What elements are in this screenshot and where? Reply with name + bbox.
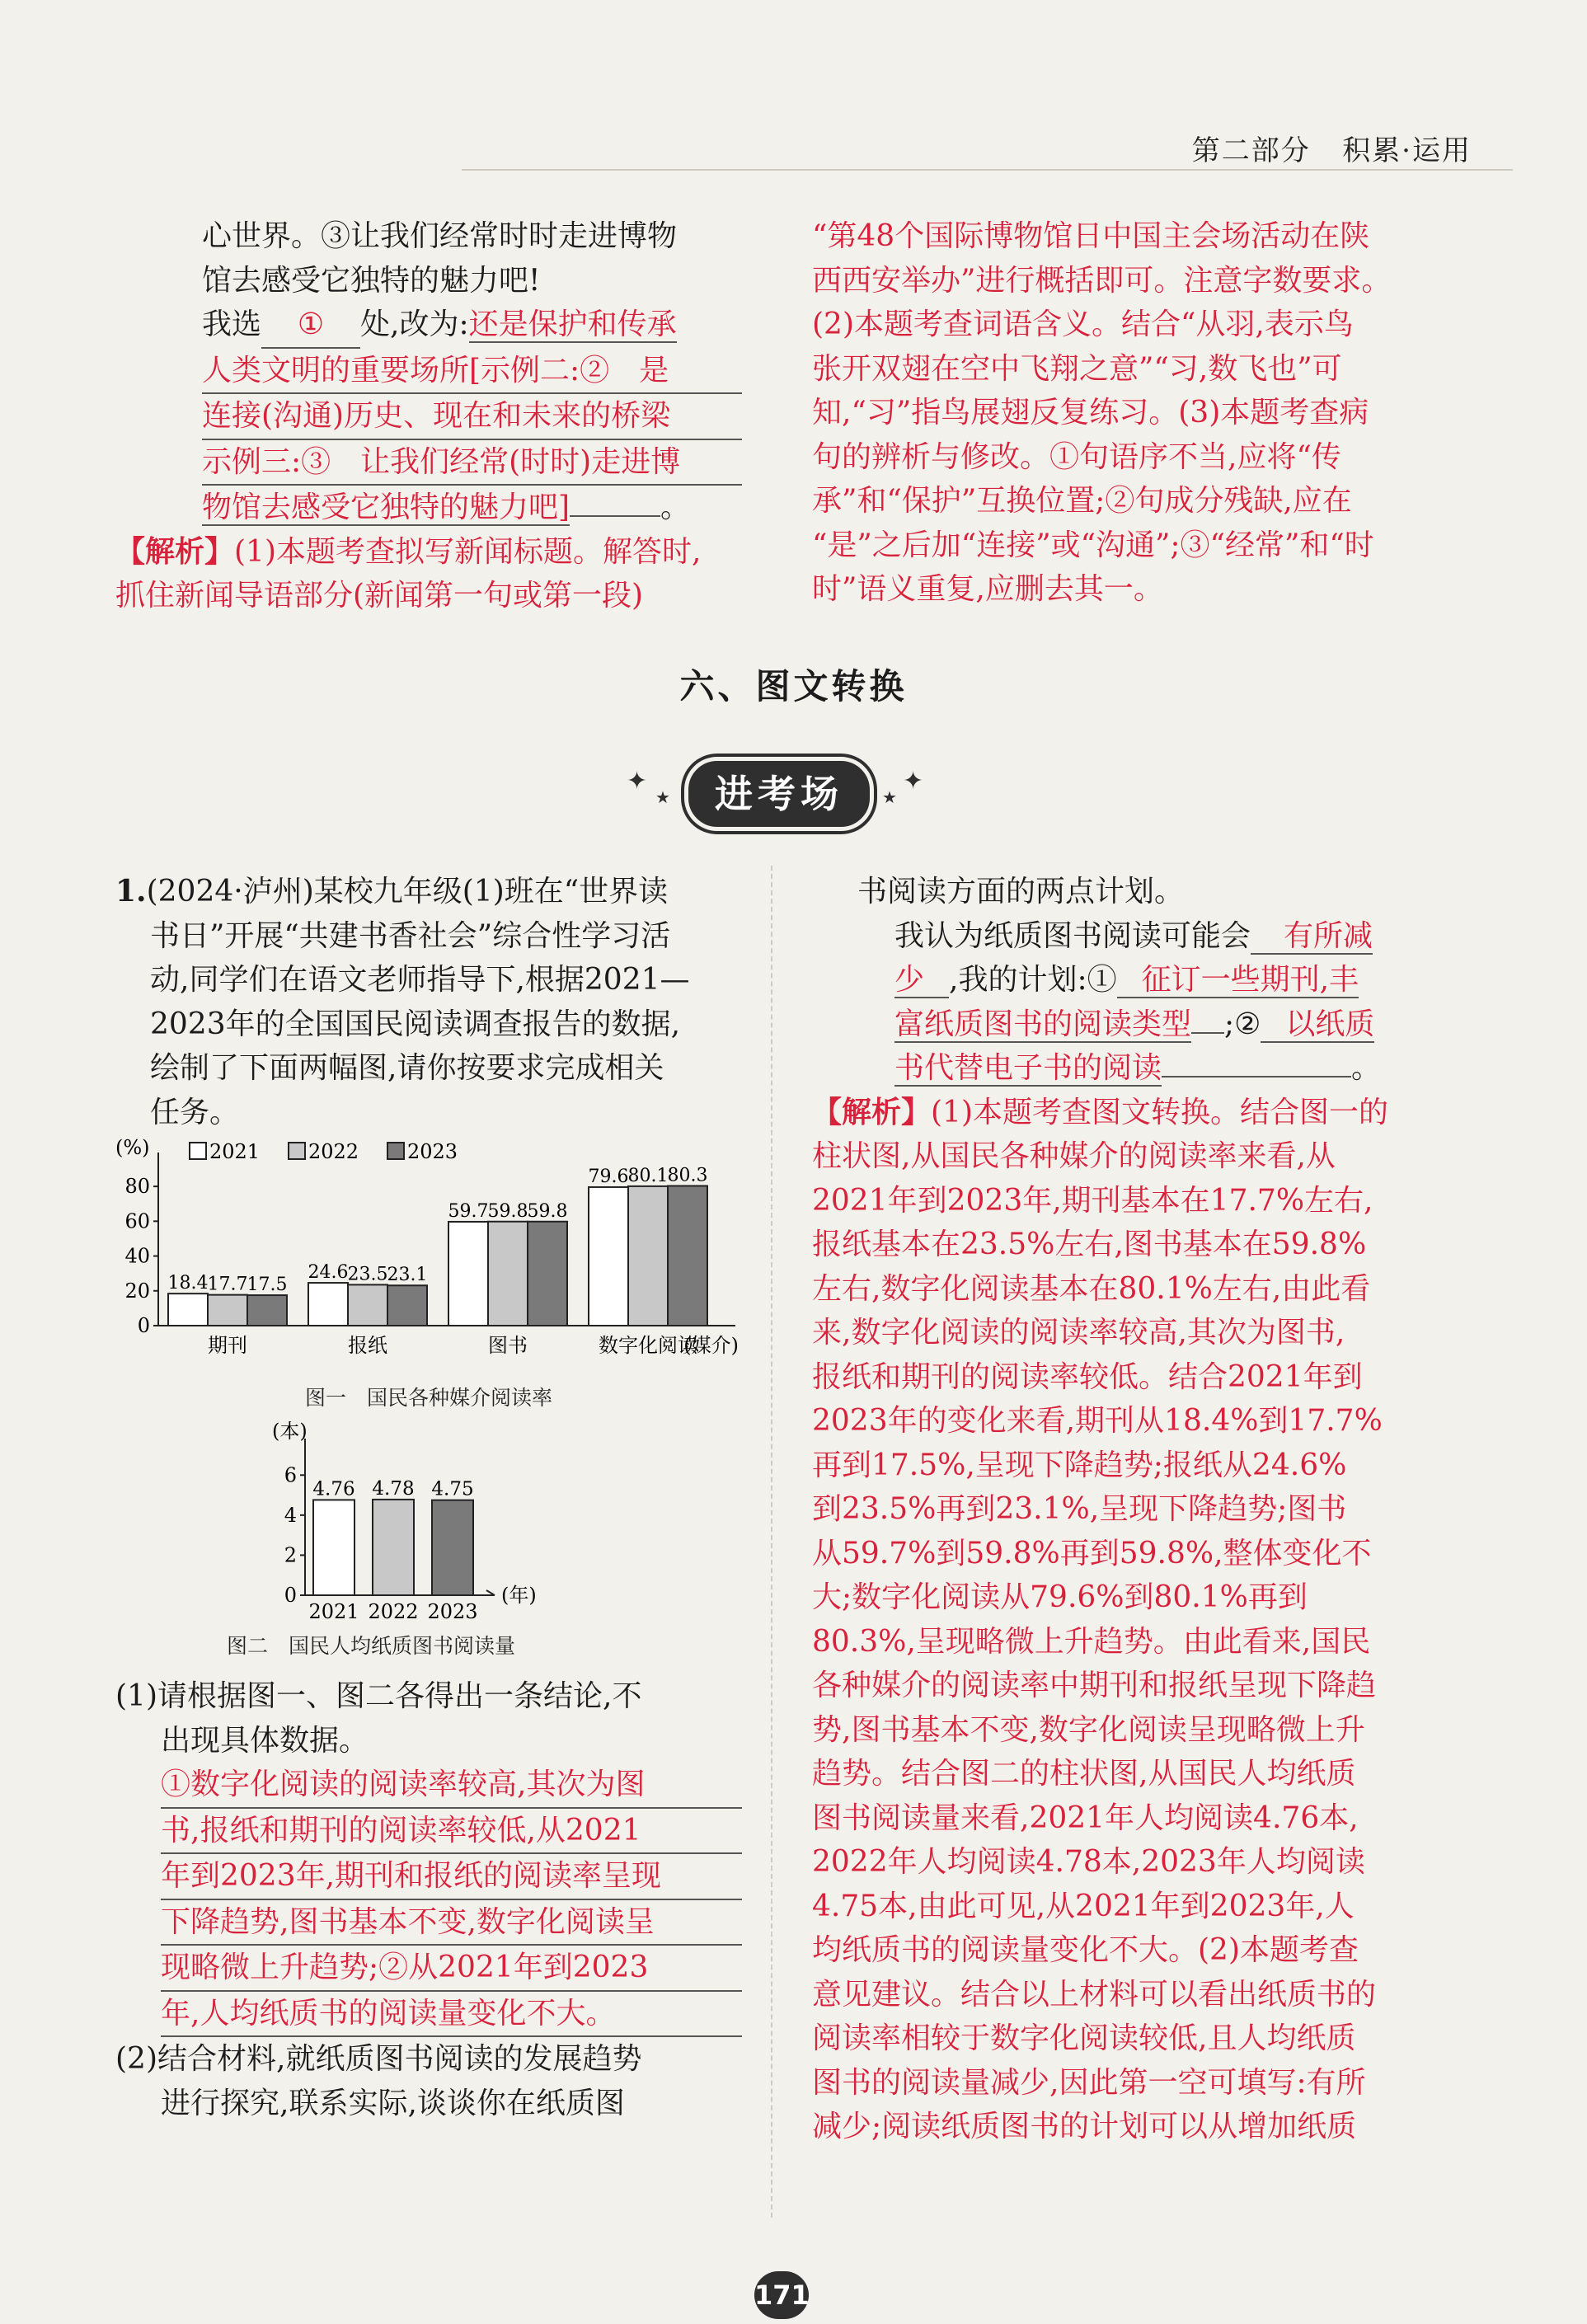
star-icon: ★ [882,787,897,807]
reading-rate-chart [115,1136,775,1383]
choose-value: ① [261,303,360,349]
analysis-line: 左右,数字化阅读基本在80.1%左右,由此看 [812,1271,1371,1306]
star-icon: ✦ [903,767,924,796]
category-label: 图书 [488,1334,528,1357]
plan-answer: 富纸质图书的阅读类型 [894,1007,1192,1041]
analysis-block [812,1134,1439,2149]
answer-line: 人类文明的重要场所[示例二:② 是 [202,349,742,395]
answer-line: 示例三:③ 让我们经常(时时)走进博 [202,440,742,486]
y-tick-label: 40 [124,1244,150,1268]
bar [589,1187,628,1326]
bar-value-label: 59.7 [448,1200,489,1222]
legend-label: 2021 [209,1140,261,1163]
chart1-caption: 图一 国民各种媒介阅读率 [304,1386,552,1410]
bar-value-label: 4.76 [312,1478,355,1500]
chart2-caption: 图二 国民人均纸质图书阅读量 [226,1634,515,1658]
analysis-line: 知,“习”指鸟展翅反复练习。(3)本题考查病 [812,396,1369,430]
choose-prefix: 我选 [202,308,262,341]
bar [528,1222,567,1326]
page-number: 171 [754,2271,809,2319]
analysis-line: 承”和“保护”互换位置;②句成分残缺,应在 [812,484,1352,518]
answer-text: 还是保护和传承 [468,308,677,341]
text-line: 心世界。③让我们经常时时走进博物 [202,219,678,253]
analysis-line: (2)本题考查词语含义。结合“从羽,表示鸟 [812,308,1354,341]
analysis-line: 到23.5%再到23.1%,呈现下降趋势;图书 [812,1492,1347,1526]
analysis-line: 大;数字化阅读从79.6%到80.1%再到 [812,1580,1308,1614]
bar-value-label: 4.78 [372,1477,415,1500]
answer-line-last: 物馆去感受它独特的魅力吧] 。 [202,491,691,524]
answer-line: 书,报纸和期刊的阅读率较低,从2021 [161,1809,742,1855]
question-column [115,870,742,2125]
bar [348,1284,387,1326]
fill-line: 富纸质图书的阅读类型 ;② 以纸质 [894,1007,1375,1041]
category-label: 报纸 [348,1334,387,1357]
bar-value-label: 23.1 [387,1265,428,1286]
analysis-line: 从59.7%到59.8%再到59.8%,整体变化不 [812,1536,1372,1570]
analysis-line: 80.3%,呈现略微上升趋势。由此看来,国民 [812,1624,1371,1659]
bar-value-label: 80.3 [667,1165,708,1186]
analysis-line: 西西安举办”进行概括即可。注意字数要求。 [812,263,1392,298]
analysis-line: 势,图书基本不变,数字化阅读呈现略微上升 [812,1712,1365,1747]
bar-value-label: 24.6 [308,1262,349,1284]
analysis-line: 2021年到2023年,期刊基本在17.7%左右, [812,1183,1373,1218]
analysis-line: 减少;阅读纸质图书的计划可以从增加纸质 [812,2110,1357,2143]
y-tick-label: 0 [137,1314,150,1337]
analysis-line: 再到17.5%,呈现下降趋势;报纸从24.6% [812,1448,1347,1482]
analysis-line: 句的辨析与修改。①句语序不当,应将“传 [812,439,1341,474]
header-rule [462,169,1513,171]
bar [488,1222,528,1326]
running-header [1192,128,1472,168]
analysis-line: 【解析】(1)本题考查图文转换。结合图一的 [812,1094,1389,1129]
y-tick-label: 2 [284,1543,297,1567]
analysis-line: “第48个国际博物馆日中国主会场活动在陕 [812,219,1370,253]
bar [628,1186,668,1326]
question-line: 绘制了下面两幅图,请你按要求完成相关 [150,1051,664,1085]
analysis-line: 图书阅读量来看,2021年人均阅读4.76本, [812,1801,1359,1835]
y-tick-label: 20 [124,1279,150,1303]
legend-swatch [387,1143,404,1159]
category-label: 数字化阅读 [599,1334,697,1357]
answer-line: 现略微上升趋势;②从2021年到2023 [161,1946,742,1992]
bar-value-label: 17.5 [247,1275,288,1296]
bar [313,1500,354,1595]
y-tick-label: 4 [284,1503,297,1527]
analysis-line: 各种媒介的阅读率中期刊和报纸呈现下降趋 [812,1669,1377,1702]
bar [208,1295,247,1326]
analysis-line: 报纸和期刊的阅读率较低。结合2021年到 [812,1359,1363,1394]
choose-line [115,303,742,349]
bar [247,1295,287,1326]
y-tick-label: 80 [124,1175,150,1199]
bar-value-label: 4.75 [431,1478,474,1500]
answer-block [115,349,742,530]
question-line: 书日”开展“共建书香社会”综合性学习活 [150,918,671,953]
legend-swatch [289,1143,305,1159]
analysis-line: 2023年的变化来看,期刊从18.4%到17.7% [812,1404,1383,1438]
sub-question-line: 书阅读方面的两点计划。 [857,875,1185,908]
y-tick-label: 60 [124,1209,150,1233]
text-line: 馆去感受它独特的魅力吧! [202,263,541,298]
sub-question-line: (2)结合材料,就纸质图书阅读的发展趋势 [115,2042,642,2076]
header-part: 第二部分 [1191,134,1311,167]
x-axis-label: (年) [501,1584,537,1607]
analysis-label: 【解析】 [812,1094,932,1129]
question-line: 1.(2024·泸州)某校九年级(1)班在“世界读 [115,874,669,908]
sub1-answer [115,1763,742,2037]
section-title: 六、图文转换 [679,666,908,707]
sub-question-line: 出现具体数据。 [161,1723,369,1758]
analysis-line: 意见建议。结合以上材料可以看出纸质书的 [812,1977,1377,2012]
analysis-line: 张开双翅在空中飞翔之意”“习,数飞也”可 [812,351,1342,386]
fill-line: 我认为纸质图书阅读可能会 有所减 [894,918,1373,953]
category-label: 2021 [308,1600,359,1623]
question-line: 2023年的全国国民阅读调查报告的数据, [150,1007,681,1041]
banner-label: 进考场 [684,757,874,831]
analysis-label: 【解析】 [115,533,235,569]
fill-answer: 有所减 [1251,919,1373,955]
answer-line: ①数字化阅读的阅读率较高,其次为图 [161,1763,742,1809]
analysis-line: 图书的阅读量减少,因此第一空可填写:有所 [812,2065,1366,2100]
answer-line: 年到2023年,期刊和报纸的阅读率呈现 [161,1854,742,1900]
bar-value-label: 59.8 [527,1200,568,1222]
fill-line: 少 ,我的计划:① 征订一些期刊,丰 [894,963,1359,997]
analysis-line: 抓住新闻导语部分(新闻第一句或第一段) [115,579,644,613]
analysis-line: 2022年人均阅读4.78本,2023年人均阅读 [812,1845,1365,1879]
analysis-line: 趋势。结合图二的柱状图,从国民人均纸质 [812,1757,1356,1791]
category-label: 2023 [427,1600,478,1623]
category-label: 期刊 [208,1334,247,1357]
answer-column [812,870,1439,2149]
analysis-line: “是”之后加“连接”或“沟通”;③“经常”和“时 [812,528,1374,562]
sub-question-line: 进行探究,联系实际,谈谈你在纸质图 [161,2086,625,2120]
plan-answer: 书代替电子书的阅读 [894,1051,1162,1085]
exam-banner [610,742,940,841]
question-line: 动,同学们在语文老师指导下,根据2021— [150,963,690,997]
bar-value-label: 23.5 [347,1264,388,1285]
bar [387,1285,427,1326]
answer-line: 连接(沟通)历史、现在和未来的桥梁 [202,394,742,440]
bar [448,1222,488,1326]
plan-answer: 征订一些期刊,丰 [1117,963,1359,998]
fill-line: 书代替电子书的阅读 。 [894,1051,1382,1085]
analysis-line: 报纸基本在23.5%左右,图书基本在59.8% [812,1228,1367,1261]
y-axis-label: (%) [115,1136,150,1159]
analysis-line: 均纸质书的阅读量变化不大。(2)本题考查 [812,1933,1359,1967]
bar [168,1293,208,1326]
top-left-column [115,214,742,618]
bar [308,1283,348,1326]
legend-label: 2023 [407,1140,458,1163]
analysis-line: 时”语义重复,应删去其一。 [812,572,1163,606]
analysis-line: 4.75本,由此可见,从2021年到2023年,人 [812,1889,1355,1923]
question-line: 任务。 [150,1095,240,1129]
y-tick-label: 0 [284,1584,297,1607]
analysis-line: 【解析】(1)本题考查拟写新闻标题。解答时, [115,533,702,569]
answer-line: 年,人均纸质书的阅读量变化不大。 [161,1992,742,2038]
analysis-line: 阅读率相较于数字化阅读较低,且人均纸质 [812,2021,1356,2055]
x-axis-label: (媒介) [683,1334,739,1357]
bar [373,1500,414,1595]
bar-value-label: 80.1 [627,1165,669,1186]
bar-value-label: 79.6 [588,1166,629,1187]
paper-book-chart [115,1418,775,1628]
plan-answer: 以纸质 [1261,1007,1374,1043]
y-tick-label: 6 [284,1463,297,1487]
question-number: 1. [115,874,147,908]
bar [432,1500,473,1595]
legend-swatch [190,1143,206,1159]
bar-value-label: 59.8 [487,1200,528,1222]
star-icon: ★ [655,787,670,807]
bar-value-label: 18.4 [167,1273,209,1294]
top-right-column [812,214,1439,612]
legend-label: 2022 [308,1140,359,1163]
category-label: 2022 [368,1600,419,1623]
answer-line: 下降趋势,图书基本不变,数字化阅读呈 [161,1900,742,1946]
bar [668,1185,707,1326]
star-icon: ✦ [627,767,648,796]
sub-question-line: (1)请根据图一、图二各得出一条结论,不 [115,1679,642,1713]
analysis-line: 来,数字化阅读的阅读率较高,其次为图书, [812,1316,1345,1350]
header-section: 积累·运用 [1342,134,1472,167]
analysis-line: 柱状图,从国民各种媒介的阅读率来看,从 [812,1139,1336,1173]
choose-mid: 处,改为: [360,308,469,341]
bar-value-label: 17.7 [207,1274,248,1295]
y-axis-label: (本) [272,1420,308,1443]
